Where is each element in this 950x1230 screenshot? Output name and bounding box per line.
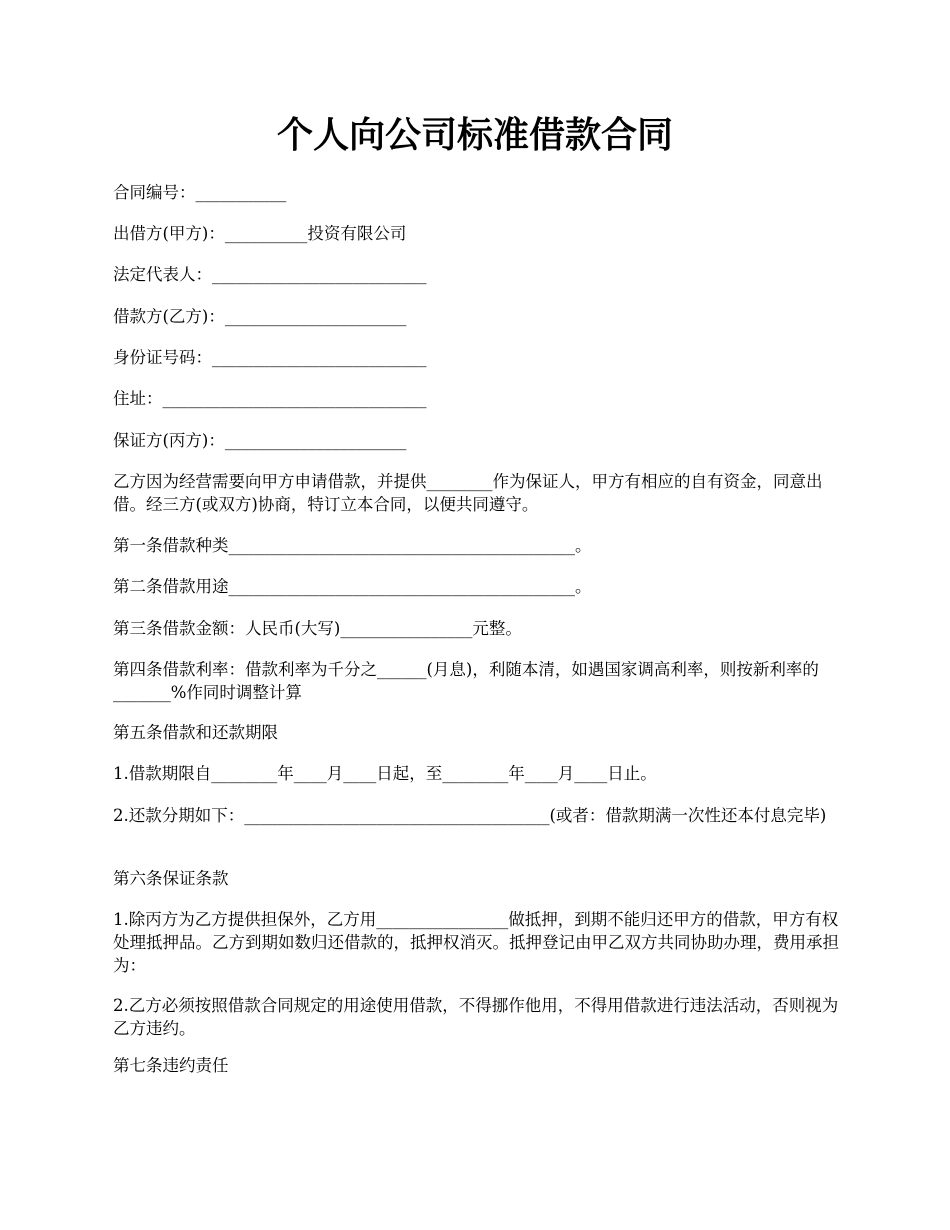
article-7-heading: 第七条违约责任 [113,1056,229,1075]
article-6-heading: 第六条保证条款 [113,869,229,888]
article-1-loan-type: 第一条借款种类__________________________________________。 [113,536,592,555]
borrower-line: 借款方(乙方)：______________________ [113,307,407,326]
loan-period-clause: 1.借款期限自________年____月____日起，至________年____月____日止。 [113,764,657,783]
contract-number-line: 合同编号：___________ [113,183,287,202]
address-line: 住址：________________________________ [113,389,427,408]
document-title: 个人向公司标准借款合同 [276,114,673,156]
guarantee-clause-2: 2.乙方必须按照借款合同规定的用途使用借款，不得挪作他用，不得用借款进行违法活动，否则视为乙方违约。 [113,996,839,1038]
article-2-loan-purpose: 第二条借款用途__________________________________________。 [113,577,592,596]
legal-representative-line: 法定代表人：__________________________ [113,265,427,284]
preamble-paragraph: 乙方因为经营需要向甲方申请借款，并提供________作为保证人，甲方有相应的自有资金，同意出借。经三方(或双方)协商，特订立本合同，以便共同遵守。 [113,472,823,514]
lender-line: 出借方(甲方)：__________投资有限公司 [113,224,407,243]
guarantee-clause-1: 1.除丙方为乙方提供担保外，乙方用________________做抵押，到期不能归还甲方的借款，甲方有权处理抵押品。乙方到期如数归还借款的，抵押权消灭。抵押登记由甲乙双方共同协助办理，费用承担为： [113,910,839,975]
guarantor-line: 保证方(丙方)：______________________ [113,431,407,450]
article-3-loan-amount: 第三条借款金额：人民币(大写)________________元整。 [113,619,522,638]
article-5-heading: 第五条借款和还款期限 [113,723,278,742]
article-4-interest-rate: 第四条借款利率：借款利率为千分之______(月息)，利随本清，如遇国家调高利率，则按新利率的_______%作同时调整计算 [113,660,819,702]
repayment-installments-clause: 2.还款分期如下：_____________________________________(或者：借款期满一次性还本付息完毕) [113,806,827,825]
id-number-line: 身份证号码：__________________________ [113,348,427,367]
